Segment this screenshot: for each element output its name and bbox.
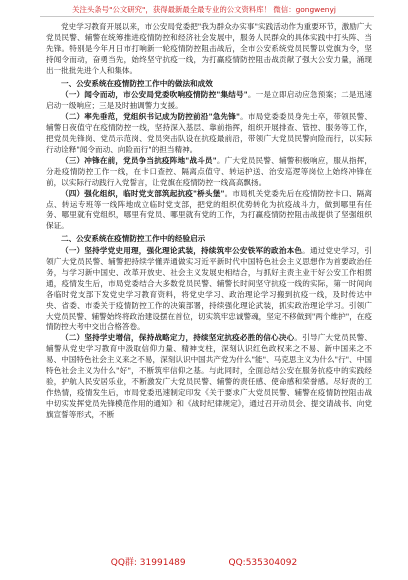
- qq-contact-label: QQ:535304092: [228, 558, 298, 568]
- experience-1-title: （一）坚持学党史用理，强化理论武装，持续筑牢公安铁军的政治本色: [61, 246, 303, 256]
- experience-1-text: 。通过党史学习，引领广大党员民警、辅警把持续学懂弄通做实习近平新时代中国特色社会主义思想作为首要政治任务，与学习新中国史、改革开放史、社会主义发展史相结合，与抓好主责主业干好公安工作相贯通，疫情发生后，市局党委结合大多数党员民警、辅警长时间坚守抗疫一线的实际，第一时间向各临时党支部下发党史学习教育资料，将党史学习、政治理论学习搬到抗疫一线，及时传达中央、省委、市委关于疫情防控工作的决策部署，持续强化理论武装，抓实政治理论学习。引领广大党员民警、辅警始终将政治建设摆在首位，切实筑牢忠诚警魂，坚定不移做到"两个维护"，在疫情防控大考中交出合格答卷。: [46, 246, 373, 332]
- subsection-4: [46, 189, 372, 233]
- intro-paragraph: 党史学习教育开展以来，市公安局党委把"我为群众办实事"实践活动作为重要环节，激励广大党员民警、辅警在统筹推进疫情防控和经济社会发展中，服务人民群众的具体实践中打头阵、当先锋。特别是今年月日市打响新一轮疫情防控阻击战后，全市公安系统党员民警以党旗为令，坚持闻令而动，奋勇当先，始终坚守抗疫一线，为打赢疫情防控阻击战贡献了强大公安力量，涌现出一批批先进个人和集体。: [46, 22, 372, 75]
- subsection-2-text: 。市局党委委员身先士卒，带领民警、辅警日夜值守在疫情防控一线，坚持深入基层、靠前指挥，组织开展排查、管控、服务等工作，把党员先锋岗、党员示范岗、党员突击队设在抗疫最前沿，带领广大党员民警向险而行，以实际行动诠释"闻令而动、向险而行"的担当精神。: [46, 112, 372, 154]
- subsection-1-title: （一）闻令而动，市公安局党委吹响疫情防控"集结号": [61, 90, 248, 100]
- subsection-2: [46, 112, 372, 156]
- subsection-3: [46, 156, 372, 189]
- experience-1: [46, 246, 372, 333]
- contact-footer: [0, 555, 408, 568]
- experience-2: [46, 333, 372, 420]
- qq-group-label: QQ群: 31991489: [110, 558, 186, 568]
- subsection-1: [46, 90, 372, 112]
- experience-2-title: （二）坚持学史增信，保持战略定力，持续坚定抗疫必胜的信心决心: [61, 333, 295, 343]
- header-divider: [40, 16, 374, 17]
- section-heading-1: 一、公安系统在疫情防控工作中的做法和成效: [61, 78, 213, 88]
- subsection-1-text: 。一是立即启动应急预案；二是迅速启动一级响应；三是及时抽调警力支援。: [46, 90, 373, 111]
- experience-2-text: 。引导广大党员民警、辅警从党史学习教育中汲取信仰力量、精神支柱，深刻认识红色政权来之不易、新中国来之不易、中国特色社会主义来之不易，深刻认识中国共产党为什么"能"、马克思主义为什么"行"、中国特色社会主义为什么"好"，不断筑牢信仰之基。与此同时，全面总结公安在服务抗疫中的实践经验，护航人民安居乐业，不断激发广大党员民警、辅警的责任感、使命感和荣誉感。尽好责的工作热情，疫情发生后，市局党委迅速制定印发《关于要求广大党员民警、辅警在疫情防控阻击战中切实发挥党员先锋模范作用的通知》和《战时纪律规定》，通过召开动员会、提交请战书、向党旗宣誓等形式，不断: [46, 333, 373, 419]
- subsection-4-text: 。市局机关党委先后在疫情防控卡口、隔离点、转运专班等一线阵地成立临时党支部，把党的组织优势转化为抗疫战斗力，做到哪里有任务、哪里就有党组织，哪里有党员、哪里就有党的工作，为打赢疫情防控阻击战提供了坚强组织保证。: [46, 188, 372, 231]
- subsection-3-title: （三）冲锋在前，党员争当抗疫阵地"战斗员": [61, 155, 217, 165]
- document-body: [46, 22, 372, 421]
- promo-header: 关注头条号"公文研究"，获得最新最全最专业的公文资料库！ 微信：gongwenyj: [72, 5, 336, 14]
- subsection-4-title: （四）强化组织，临时党支部筑起抗疫"桥头堡": [61, 188, 225, 198]
- subsection-2-title: （二）率先垂范，党组织书记成为防控前沿"急先锋": [61, 112, 240, 122]
- subsection-3-text: 。广大党员民警、辅警积极响应，服从指挥，分赴疫情防控工作一线，在卡口查控、隔离点值守、转运护送、治安巡逻等岗位上始终冲锋在前，以实际行动践行入党誓言，让党旗在疫情防控一线高高飘扬。: [46, 155, 372, 187]
- section-heading-2: 二、公安系统在疫情防控工作中的经验启示: [61, 234, 206, 244]
